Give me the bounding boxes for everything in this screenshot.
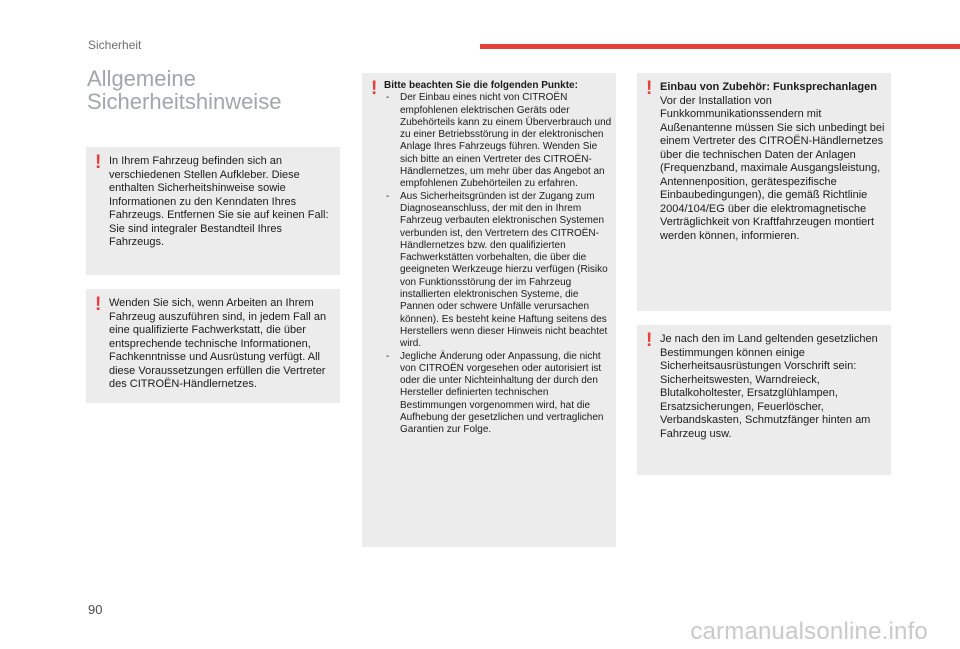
- warning-box-stickers: [86, 147, 340, 275]
- header-accent-bar: [480, 44, 960, 49]
- page-title: [87, 67, 347, 113]
- warning-icon: !: [371, 78, 378, 99]
- warning-point-text: Aus Sicherheitsgründen ist der Zugang zum Diagnoseanschluss, der mit den in Ihrem Fahrzeug verbauten elektronischen Systemen verbunden ist, den Vertretern des CITROËN-Händlernetzes bzw. den qualifizierten Fachwerkstätten vorbehalten, die über die geeigneten Werkzeuge hierzu verfügen (Risiko von Funktionsstörung der im Fahrzeug installierten elektronischen Systeme, die Pannen oder schwere Unfälle verursachen können). Es besteht keine Haftung seitens des Herstellers wenn dieser Hinweis nicht beachtet wird.: [400, 190, 608, 350]
- warning-point-item: [384, 351, 613, 437]
- dash-bullet: -: [386, 92, 390, 104]
- warning-box-equipment: [637, 325, 891, 475]
- dash-bullet: -: [386, 350, 390, 362]
- warning-icon: !: [646, 330, 653, 351]
- warning-points-heading: Bitte beachten Sie die folgenden Punkte:: [384, 80, 578, 91]
- warning-point-item: [384, 191, 613, 351]
- warning-points-list: [384, 92, 613, 436]
- warning-text-workshop: Wenden Sie sich, wenn Arbeiten an Ihrem Fahrzeug auszuführen sind, in jedem Fall an eine qualifizierte Fachwerkstatt, die über entsprechende technische Informationen, Fachkenntnisse und Ausrüstung verfügt. All diese Voraussetzungen erfüllen die Vertreter des CITROËN-Händlernetzes.: [109, 297, 327, 390]
- warning-icon: !: [95, 294, 102, 315]
- warning-points-content: [384, 80, 613, 437]
- warning-radio-content: [660, 81, 887, 243]
- warning-box-workshop: [86, 289, 340, 403]
- section-label: Sicherheit: [88, 38, 142, 52]
- warning-point-text: Der Einbau eines nicht von CITROËN empfohlenen elektrischen Geräts oder Zubehörteils kann zu einem Überverbrauch und zu einer Betriebsstörung in der elektronischen Anlage Ihres Fahrzeugs führen. Wenden Sie sich bitte an einen Vertreter des CITROËN-Händlernetzes, um mehr über das Angebot an empfohlenen Zubehörteilen zu erfahren.: [400, 92, 612, 190]
- warning-point-text: Jegliche Änderung oder Anpassung, die nicht von CITROËN vorgesehen oder autorisiert ist oder die unter Nichteinhaltung der durch den Hersteller definierten technischen Bestimmungen vorgenommen wird, hat die Aufhebung der gesetzlichen und vertraglichen Garantien zur Folge.: [400, 350, 604, 436]
- warning-point-item: [384, 92, 613, 190]
- warning-text-stickers: In Ihrem Fahrzeug befinden sich an verschiedenen Stellen Aufkleber. Diese enthalten Sicherheitshinweise sowie Informationen zu den Kenndaten Ihres Fahrzeugs. Entfernen Sie sie auf keinen Fall: Sie sind integraler Bestandteil Ihres Fahrzeugs.: [109, 155, 329, 248]
- page-number: 90: [88, 602, 103, 617]
- dash-bullet: -: [386, 190, 390, 202]
- page-title-line-2: Sicherheitshinweise: [87, 89, 282, 114]
- warning-radio-heading: Einbau von Zubehör: Funksprechanlagen: [660, 81, 877, 93]
- warning-text-equipment: Je nach den im Land geltenden gesetzlichen Bestimmungen können einige Sicherheitsausrüstungen Vorschrift sein: Sicherheitswesten, Warndreieck, Blutalkoholtester, Ersatzglühlampen, Ersatzsicherungen, Feuerlöscher, Verbandskasten, Schmutzfänger hinten am Fahrzeug usw.: [660, 333, 878, 440]
- warning-box-radio: [637, 73, 891, 311]
- warning-box-points: [362, 73, 616, 547]
- page-title-line-1: Allgemeine: [87, 66, 196, 91]
- warning-icon: !: [646, 78, 653, 99]
- warning-icon: !: [95, 152, 102, 173]
- watermark: carmanualsonline.info: [690, 618, 928, 645]
- warning-radio-text: Vor der Installation von Funkkommunikationssendern mit Außenantenne müssen Sie sich unbedingt bei einem Vertreter des CITROËN-Händlernetzes über die technischen Daten der Anlagen (Frequenzband, maximale Ausgangsleistung, Antennenposition, gerätespezifische Einbaubedingungen), die gemäß Richtlinie 2004/104/EG über die elektromagnetische Verträglichkeit von Kraftfahrzeugen montiert werden können, informieren.: [660, 94, 885, 242]
